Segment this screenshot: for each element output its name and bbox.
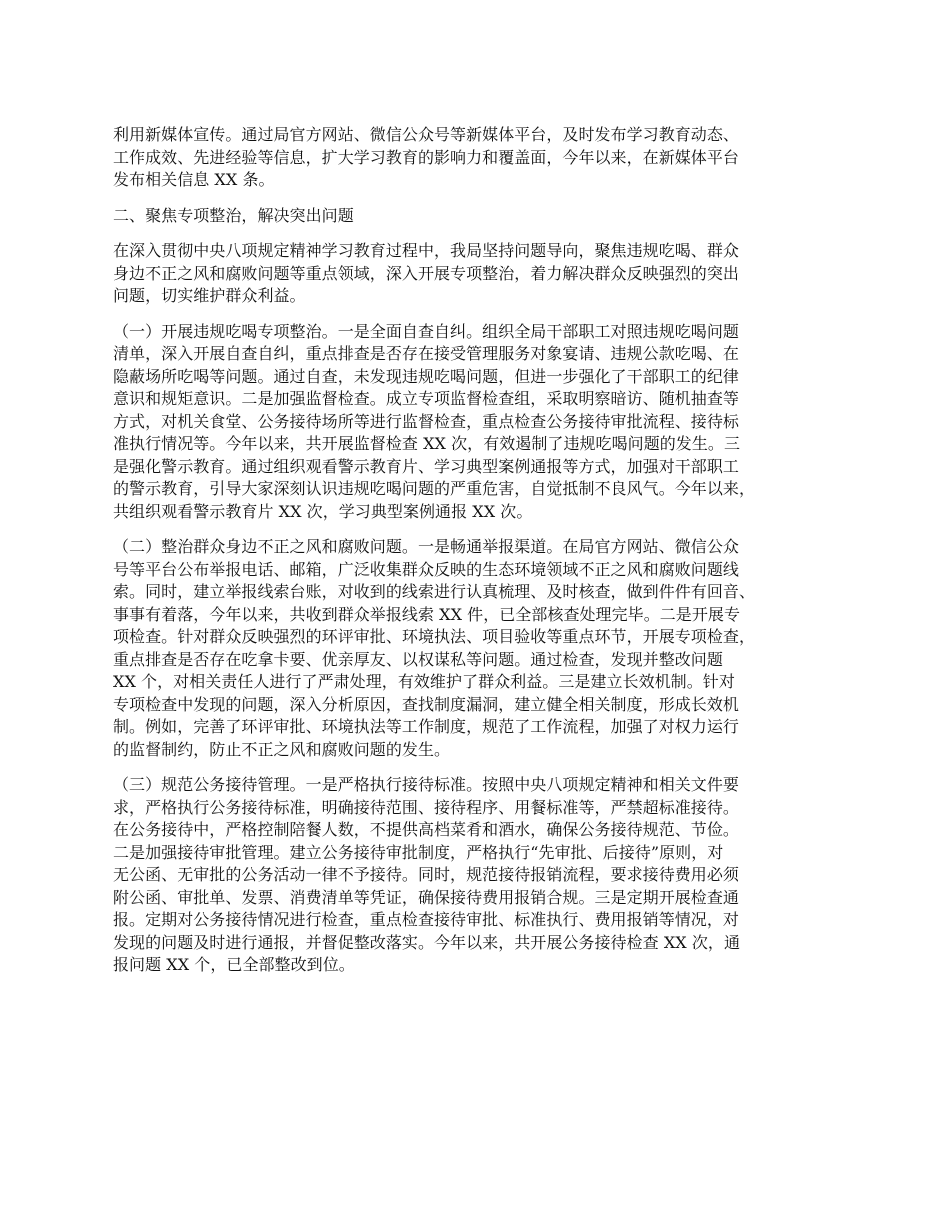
text-line: 清单，深入开展自查自纠，重点排查是否存在接受管理服务对象宴请、违规公款吃喝、在 bbox=[113, 344, 739, 363]
text-line: XX 个，对相关责任人进行了严肃处理，有效维护了群众利益。三是建立长效机制。针对 bbox=[113, 672, 735, 691]
text-line: 在深入贯彻中央八项规定精神学习教育过程中，我局坚持问题导向，聚焦违规吃喝、群众 bbox=[113, 241, 739, 260]
text-line: 报问题 XX 个，已全部整改到位。 bbox=[113, 955, 355, 974]
text-line: 意识和规矩意识。二是加强监督检查。成立专项监督检查组，采取明察暗访、随机抽查等 bbox=[113, 389, 739, 408]
section-heading bbox=[113, 205, 858, 228]
paragraph-section-intro bbox=[113, 240, 858, 308]
text-line: 报。定期对公务接待情况进行检查，重点检查接待审批、标准执行、费用报销等情况，对 bbox=[113, 910, 739, 929]
text-line: 求，严格执行公务接待标准，明确接待范围、接待程序、用餐标准等，严禁超标准接待。 bbox=[113, 797, 739, 817]
text-line: 事事有着落，今年以来，共收到群众举报线索 XX 件，已全部核查处理完毕。二是开展专 bbox=[113, 604, 741, 624]
text-line: 的警示教育，引导大家深刻认识违规吃喝问题的严重危害，自觉抵制不良风气。今年以来， bbox=[113, 479, 756, 498]
text-line: 工作成效、先进经验等信息，扩大学习教育的影响力和覆盖面，今年以来，在新媒体平台 bbox=[113, 147, 739, 167]
text-line: 专项检查中发现的问题，深入分析原因，查找制度漏洞，建立健全相关制度，形成长效机 bbox=[113, 694, 739, 714]
text-line: 无公函、无审批的公务活动一律不予接待。同时，规范接待报销流程，要求接待费用必须 bbox=[113, 865, 739, 884]
paragraph-media-publicity bbox=[113, 124, 858, 192]
text-line: 在公务接待中，严格控制陪餐人数，不提供高档菜肴和酒水，确保公务接待规范、节俭。 bbox=[113, 820, 739, 839]
document-page bbox=[113, 124, 858, 990]
text-line: 准执行情况等。今年以来，共开展监督检查 XX 次，有效遏制了违规吃喝问题的发生。三 bbox=[113, 434, 741, 453]
text-line: 身边不正之风和腐败问题等重点领域，深入开展专项整治，着力解决群众反映强烈的突出 bbox=[113, 263, 739, 283]
text-line: 项检查。针对群众反映强烈的环评审批、环境执法、项目验收等重点环节，开展专项检查， bbox=[113, 627, 756, 646]
text-line: 附公函、审批单、发票、消费清单等凭证，确保接待费用报销合规。三是定期开展检查通 bbox=[113, 887, 739, 907]
text-line: 是强化警示教育。通过组织观看警示教育片、学习典型案例通报等方式，加强对干部职工 bbox=[113, 456, 739, 476]
text-line: （一）开展违规吃喝专项整治。一是全面自查自纠。组织全局干部职工对照违规吃喝问题 bbox=[113, 321, 739, 341]
text-line: 方式，对机关食堂、公务接待场所等进行监督检查，重点检查公务接待审批流程、接待标 bbox=[113, 411, 739, 431]
text-line: 共组织观看警示教育片 XX 次，学习典型案例通报 XX 次。 bbox=[113, 501, 533, 521]
text-line: 二是加强接待审批管理。建立公务接待审批制度，严格执行“先审批、后接待”原则，对 bbox=[113, 842, 724, 862]
text-line: （三）规范公务接待管理。一是严格执行接待标准。按照中央八项规定精神和相关文件要 bbox=[113, 775, 739, 794]
text-line: 利用新媒体宣传。通过局官方网站、微信公众号等新媒体平台，及时发布学习教育动态、 bbox=[113, 125, 739, 144]
text-line: 索。同时，建立举报线索台账，对收到的线索进行认真梳理、及时核查，做到件件有回音、 bbox=[113, 582, 756, 601]
heading-text: 二、聚焦专项整治，解决突出问题 bbox=[113, 205, 354, 225]
text-line: 制。例如，完善了环评审批、环境执法等工作制度，规范了工作流程，加强了对权力运行 bbox=[113, 717, 739, 736]
text-line: 重点排查是否存在吃拿卡要、优亲厚友、以权谋私等问题。通过检查，发现并整改问题 bbox=[113, 649, 723, 669]
text-line: 的监督制约，防止不正之风和腐败问题的发生。 bbox=[113, 739, 451, 759]
text-line: 隐蔽场所吃喝等问题。通过自查，未发现违规吃喝问题，但进一步强化了干部职工的纪律 bbox=[113, 366, 739, 386]
text-line: （二）整治群众身边不正之风和腐败问题。一是畅通举报渠道。在局官方网站、微信公众 bbox=[113, 537, 739, 556]
paragraph-item-2 bbox=[113, 536, 858, 761]
paragraph-item-1 bbox=[113, 321, 858, 524]
text-line: 问题，切实维护群众利益。 bbox=[113, 286, 306, 305]
text-line: 号等平台公布举报电话、邮箱，广泛收集群众反映的生态环境领域不正之风和腐败问题线 bbox=[113, 559, 739, 579]
text-line: 发现的问题及时进行通报，并督促整改落实。今年以来，共开展公务接待检查 XX 次，通 bbox=[113, 932, 741, 952]
paragraph-item-3 bbox=[113, 774, 858, 977]
text-line: 发布相关信息 XX 条。 bbox=[113, 170, 275, 189]
